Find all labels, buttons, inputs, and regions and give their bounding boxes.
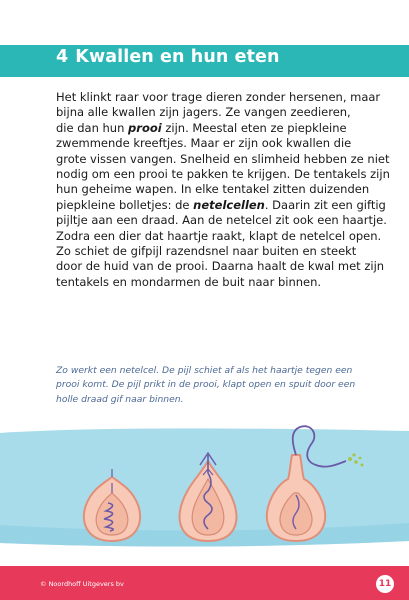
chapter-number: 4	[56, 47, 69, 67]
caption-line: prooi komt. De pijl prikt in de prooi, klapt open en spuit door een	[56, 379, 356, 391]
venom-drop	[348, 457, 352, 461]
chapter-title	[56, 47, 280, 67]
venom-drop	[352, 453, 355, 456]
venom-drop	[359, 457, 362, 460]
term-prooi: prooi	[128, 120, 162, 135]
body-line: Zodra een dier dat haartje raakt, klapt de netelcel open.	[56, 228, 382, 243]
body-line: grote vissen vangen. Snelheid en slimheid hebben ze niet	[56, 151, 390, 166]
body-line: bijna alle kwallen zijn jagers. Ze vangen zeedieren,	[56, 105, 351, 120]
venom-drop	[361, 464, 364, 467]
term-netelcellen: netelcellen	[193, 197, 265, 212]
body-line: die dan hun prooi zijn. Meestal eten ze piepkleine	[56, 120, 347, 135]
caption-line: holle draad gif naar binnen.	[56, 393, 184, 405]
body-line: Zo schiet de gifpijl razendsnel naar buiten en steekt	[56, 244, 357, 259]
body-line: nodig om een prooi te pakken te krijgen. De tentakels zijn	[56, 167, 390, 182]
copyright-notice: © Noordhoff Uitgevers bv	[40, 580, 124, 588]
chapter-title-text: Kwallen en hun eten	[75, 47, 280, 67]
body-line: hun geheime wapen. In elke tentakel zitten duizenden	[56, 182, 370, 197]
page-number: 11	[376, 575, 394, 593]
figure-caption	[56, 364, 386, 407]
body-line: zwemmende kreeftjes. Maar er zijn ook kwallen die	[56, 136, 352, 151]
body-text	[56, 90, 390, 290]
body-line: tentakels en mondarmen de buit naar binnen.	[56, 274, 322, 289]
body-line: Het klinkt raar voor trage dieren zonder hersenen, maar	[56, 90, 381, 104]
body-line: piepkleine bolletjes: de netelcellen. Daarin zit een giftig	[56, 197, 386, 212]
body-line: pijltje aan een draad. Aan de netelcel zit ook een haartje.	[56, 213, 387, 228]
caption-line: Zo werkt een netelcel. De pijl schiet af als het haartje tegen een	[56, 365, 353, 376]
body-line: door de huid van de prooi. Daarna haalt de kwal met zijn	[56, 259, 385, 274]
nettle-cell-illustration	[0, 425, 409, 585]
venom-drop	[354, 460, 358, 464]
